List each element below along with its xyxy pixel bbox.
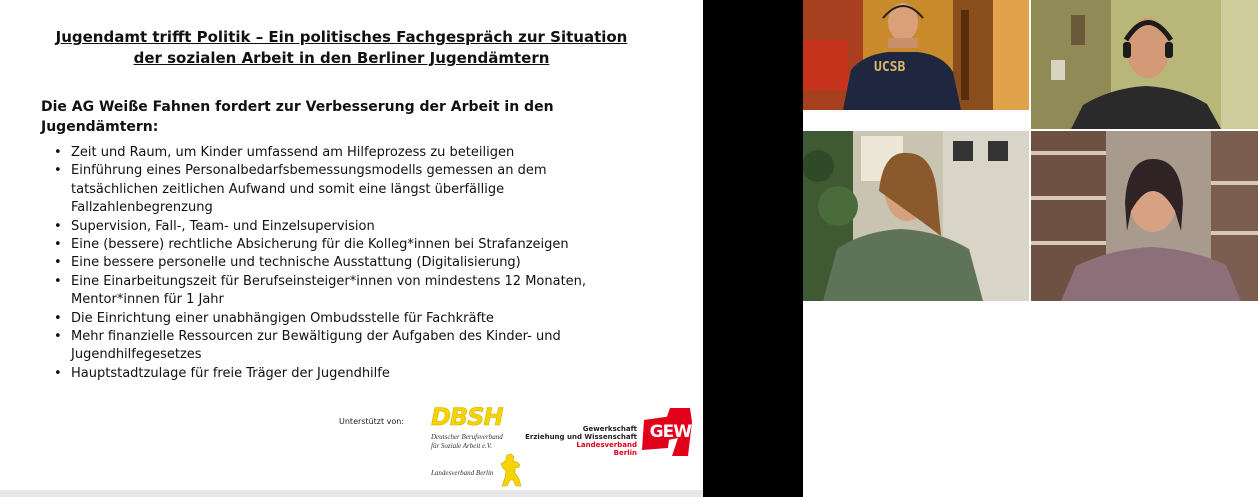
slide-title — [0, 27, 683, 69]
demand-item-line: Jugendhilfegesetzes — [71, 347, 202, 363]
gew-logo-line-4: Berlin — [613, 449, 637, 457]
demand-item — [71, 254, 631, 272]
slide-intro-line-1: Die AG Weiße Fahnen fordert zur Verbesserung der Arbeit in den — [41, 99, 554, 115]
demand-item-line: • Supervision, Fall-, Team- und Einzelsupervision — [71, 218, 375, 234]
demands-list — [71, 144, 631, 383]
dbsh-logo — [430, 403, 530, 491]
slide-title-line-2: der sozialen Arbeit in den Berliner Jugendämtern — [133, 49, 550, 67]
demand-item-line: tatsächlichen zeitlichen Aufwand und somit eine längst überfällige — [71, 181, 505, 197]
screen-share-letterbox — [703, 0, 803, 497]
gew-logo-letters: GEW — [649, 422, 691, 442]
demand-item-line: • Die Einrichtung einer unabhängigen Ombudsstelle für Fachkräfte — [71, 310, 494, 326]
slide-bottom-bar — [0, 490, 703, 497]
demand-item-line: • Zeit und Raum, um Kinder umfassend am Hilfeprozess zu beteiligen — [71, 145, 515, 160]
gew-logo-line-2: Erziehung und Wissenschaft — [525, 433, 637, 441]
participant-3-video-frame — [803, 131, 1029, 301]
participant-1-shirt-text: UCSB — [874, 60, 906, 75]
dbsh-logo-line-2: für Soziale Arbeit e.V. — [431, 442, 492, 450]
demand-item — [71, 328, 631, 365]
demand-item-line: • Eine (bessere) rechtliche Absicherung für die Kolleg*innen bei Strafanzeigen — [71, 237, 569, 253]
participant-4-video-frame — [1031, 131, 1258, 301]
participant-2-video-frame — [1031, 0, 1258, 129]
demand-item — [71, 144, 631, 162]
participant-video-4[interactable] — [1031, 131, 1258, 301]
dbsh-logo-line-1: Deutscher Berufsverband — [431, 433, 503, 441]
demand-item-line: Fallzahlenbegrenzung — [71, 200, 213, 216]
slide-title-line-1: Jugendamt trifft Politik – Ein politisches Fachgespräch zur Situation — [55, 28, 628, 46]
slide-intro-line-2: Jugendämtern: — [41, 119, 159, 135]
demand-item — [71, 236, 631, 254]
demand-item — [71, 273, 631, 310]
demand-item-line: • Einführung eines Personalbedarfsbemessungsmodells gemessen an dem — [71, 163, 547, 179]
demand-item-line: Mentor*innen für 1 Jahr — [71, 292, 224, 308]
participant-video-2[interactable] — [1031, 0, 1258, 129]
demand-item-line: • Eine bessere personelle und technische Ausstattung (Digitalisierung) — [71, 255, 521, 271]
demand-item-line: • Hauptstadtzulage für freie Träger der Jugendhilfe — [71, 365, 390, 381]
gew-logo-line-3: Landesverband — [576, 441, 637, 449]
demand-item — [71, 365, 631, 383]
demand-item — [71, 310, 631, 328]
demand-item-line: • Mehr finanzielle Ressourcen zur Bewältigung der Aufgaben des Kinder- und — [71, 329, 561, 345]
slide-intro — [41, 97, 601, 137]
demand-item-line: • Eine Einarbeitungszeit für Berufseinsteiger*innen von mindestens 12 Monaten, — [71, 273, 587, 289]
participant-video-3[interactable] — [803, 131, 1029, 301]
gew-logo-line-1: Gewerkschaft — [582, 425, 637, 433]
demand-item — [71, 162, 631, 217]
dbsh-logo-line-3: Landesverband Berlin — [431, 469, 494, 477]
demand-item — [71, 218, 631, 236]
participant-1-video-frame — [803, 0, 1029, 110]
gew-logo — [525, 408, 695, 458]
video-gallery — [803, 0, 1258, 497]
supported-by-label: Unterstützt von: — [339, 417, 405, 426]
berlin-bear-icon — [500, 453, 522, 489]
dbsh-logo-word: DBSH — [431, 403, 503, 431]
participant-video-1[interactable] — [803, 0, 1029, 110]
